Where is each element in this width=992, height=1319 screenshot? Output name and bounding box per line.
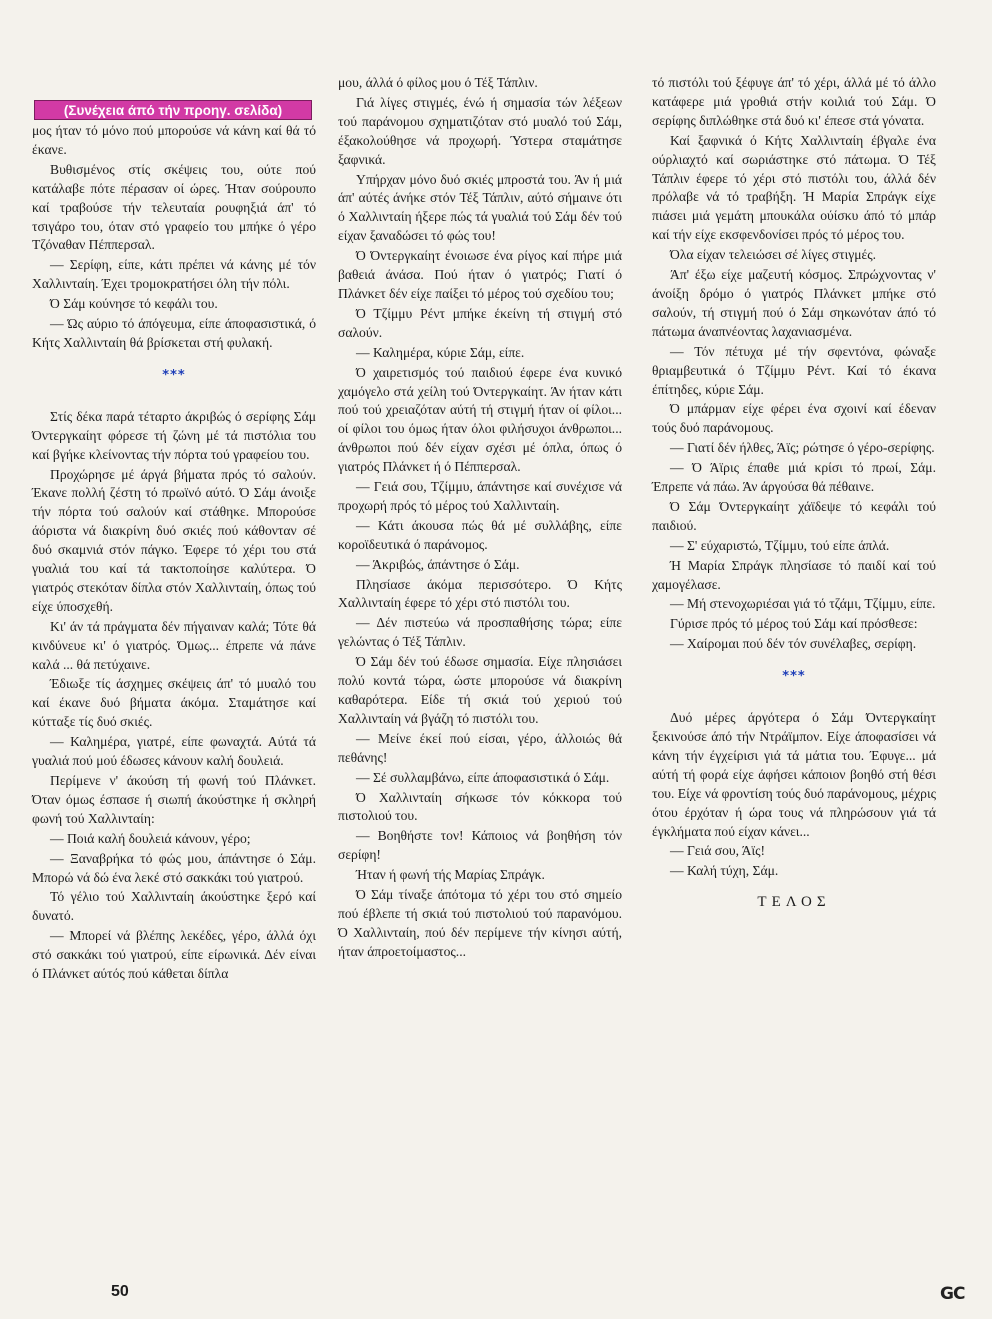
paragraph: — Βοηθήστε τον! Κάποιος νά βοηθήση τόν σερίφη! [338,828,622,863]
paragraph: — Άκριβώς, άπάντησε ό Σάμ. [356,556,520,572]
paragraph: — Τόν πέτυχα μέ τήν σφεντόνα, φώναξε θριαμβευτικά ό Τζίμμυ Ρέντ. Καί τό έκανα έπίτηδες, κύριε Σάμ. [652,343,936,397]
paragraph: — Σερίφη, είπε, κάτι πρέπει νά κάνης μέ τόν Χαλλινταίη. Έχει τρομοκρατήσει όλη τήν πόλι. [32,257,316,292]
paragraph: — Μή στενοχωριέσαι γιά τό τζάμι, Τζίμμυ, είπε. [670,596,936,612]
paragraph: Ό χαιρετισμός τού παιδιού έφερε ένα κυνικό χαμόγελο στά χείλη τού Όντεργκαίητ. Άν ήταν κάτι πού τού χρειαζόταν αύτή τή στιγμή ήταν οί φίλοι... οί φίλοι του όμως ήταν όλοι φιλήσυχοι άνθρωποι... άνθρωποι πού δέν είχαν σχέσι μέ όπλα, όπως ό γιατρός Πλάνκετ ή ό Πέππερσαλ. [338,364,622,475]
paragraph: — Γειά σου, Άϊς! [670,843,766,859]
logo: GC [940,1284,965,1304]
paragraph: — Κάτι άκουσα πώς θά μέ συλλάβης, είπε κοροϊδευτικά ό παράνομος. [338,517,622,552]
paragraph: — Χαίρομαι πού δέν τόν συνέλαβες, σερίφη. [670,636,917,652]
paragraph: — Δέν πιστεύω νά προσπαθήσης τώρα; είπε γελώντας ό Τέξ Τάπλιν. [338,615,622,650]
paragraph: Στίς δέκα παρά τέταρτο άκριβώς ό σερίφης Σάμ Όντεργκαίητ φόρεσε τή ζώνη μέ τά πιστόλια του καί βγήκε κλείνοντας τήν πόρτα τού γραφείου του. [32,408,316,462]
column-3 [652,74,936,912]
paragraph: — Σ' εύχαριστώ, Τζίμμυ, τού είπε άπλά. [670,537,890,553]
paragraph: — Γειά σου, Τζίμμυ, άπάντησε καί συνέχισε νά προχωρή πρός τό μέρος τού Χαλλινταίη. [338,479,622,513]
paragraph: Ό Χαλλινταίη σήκωσε τόν κόκκορα τού πιστολιού του. [338,789,622,824]
page-number: 50 [111,1283,129,1300]
paragraph: Βυθισμένος στίς σκέψεις του, ούτε πού κατάλαβε πότε πέρασαν οί ώρες. Ήταν σούρουπο καί τραβούσε τήν τελευταία ρουφηξιά άπ' τό τσιγάρο του, όταν στό γραφείο του μπήκε ό γέρο Τζόναθαν Πέππερσαλ. [32,161,316,253]
paragraph: — Ξαναβρήκα τό φώς μου, άπάντησε ό Σάμ. Μπορώ νά δώ ένα λεκέ στό σακκάκι τού γιατρού. [32,850,316,885]
paragraph: — Ό Άϊρις έπαθε μιά κρίσι τό πρωί, Σάμ. Έπρεπε νά πάω. Άν άργούσα θά πέθαινε. [652,460,936,495]
paragraph: Υπήρχαν μόνο δυό σκιές μπροστά του. Άν ή μιά άπ' αύτές άνήκε στόν Τέξ Τάπλιν, αύτό σήμαινε ότι ό Χαλλινταίη ήξερε πώς τά γυαλιά τού Σάμ δέν τού είχαν ξαναδώσει τό φώς του! [338,171,622,244]
banner: (Συνέχεια άπό τήν προηγ. σελίδα) [34,100,312,120]
paragraph: μου, άλλά ό φίλος μου ό Τέξ Τάπλιν. [338,75,538,90]
column-2 [338,74,622,963]
paragraph: Τό γέλιο τού Χαλλινταίη άκούστηκε ξερό καί δυνατό. [32,889,316,924]
paragraph: Προχώρησε μέ άργά βήματα πρός τό σαλούν. Έκανε πολλή ζέστη τό πρωϊνό αύτό. Ό Σάμ άνοιξε τήν πόρτα τού σαλούν καί στάθηκε. Μπορούσε άόριστα νά διακρίνη δυό σκιές πού κάθονταν σέ δυό σκαμνιά στόν πάγκο. Έφερε τό χέρι του στά γυαλιά του καί τά τακτοποίησε καλύτερα. Ό γιατρός στεκόταν δίπλα στόν Χαλλινταίη, όπως τού είχε ύποσχεθή. [32,466,316,614]
paragraph: — Ποιά καλή δουλειά κάνουν, γέρο; [50,830,251,846]
paragraph: — Καλημέρα, γιατρέ, είπε φωναχτά. Αύτά τά γυαλιά πού μού έδωσες κάνουν καλή δουλειά. [32,734,316,769]
paragraph: — Καλημέρα, κύριε Σάμ, είπε. [356,344,525,360]
paragraph: Έδιωξε τίς άσχημες σκέψεις άπ' τό μυαλό του καί έκανε δυό βήματα άκόμα. Σταμάτησε καί κύτταξε τίς δυό σκιές. [32,676,316,730]
paragraph: Ό Τζίμμυ Ρέντ μπήκε έκείνη τή στιγμή στό σαλούν. [338,305,622,340]
paragraph: Ό Όντεργκαίητ ένοιωσε ένα ρίγος καί πήρε μιά βαθειά άνάσα. Πού ήταν ό γιατρός; Γιατί ό Πλάνκετ δέν είχε παίξει τό μέρος τού σχεδίου του; [338,248,622,301]
section-divider-stars: *** [782,669,806,685]
paragraph: — Μπορεί νά βλέπης λεκέδες, γέρο, άλλά όχι στό σακκάκι τού γιατρού, είπε είρωνικά. Δέν είναι ό Πλάνκετ αύτός πού κάθεται δίπλα [32,928,316,982]
end-marker: ΤΕΛΟΣ [757,894,831,911]
paragraph: Περίμενε ν' άκούση τή φωνή τού Πλάνκετ. Όταν όμως έσπασε ή σιωπή άκούστηκε ή σκληρή φωνή τού Χαλλινταίη: [32,773,316,826]
paragraph: — Σέ συλλαμβάνω, είπε άποφασιστικά ό Σάμ. [356,769,610,785]
paragraph: Ό Σάμ κούνησε τό κεφάλι του. [50,296,218,312]
paragraph: — Καλή τύχη, Σάμ. [670,863,779,879]
paragraph: Κι' άν τά πράγματα δέν πήγαιναν καλά; Τότε θά κινδύνευε κι' ό γιατρός. Όμως... έπρεπε νά πάνε καλά ... θά πετύχαινε. [32,618,316,672]
paragraph: Ό Σάμ Όντεργκαίητ χάϊδεψε τό κεφάλι τού παιδιού. [652,498,936,533]
paragraph: — Ώς αύριο τό άπόγευμα, είπε άποφασιστικά, ό Κήτς Χαλλινταίη θά βρίσκεται στή φυλακή. [32,316,316,350]
column-1 [32,122,316,985]
paragraph: Γύρισε πρός τό μέρος τού Σάμ καί πρόσθεσε: [670,616,918,632]
paragraph: Άπ' έξω είχε μαζευτή κόσμος. Σπρώχνοντας ν' άνοίξη δρόμο ό γιατρός Πλάνκετ μπήκε στό σαλούν, τή στιγμή πού ό Σάμ σηκωνόταν άπό τό πάτωμα άναπνέοντας λαχανιασμένα. [652,267,936,339]
section-divider-stars: *** [162,367,186,383]
paragraph: τό πιστόλι τού ξέφυγε άπ' τό χέρι, άλλά μέ τό άλλο κατάφερε μιά γροθιά στήν κοιλιά τού Σάμ. Ό σερίφης διπλώθηκε στά δυό κι' έπεσε στά γόνατα. [652,75,936,128]
paragraph: Ό Σάμ δέν τού έδωσε σημασία. Είχε πλησιάσει πολύ κοντά τώρα, ώστε μπορούσε νά διακρίνη καθαρότερα. Είδε τή σκιά τού χεριού τού Χαλλινταίη νά βγάζη τό πιστόλι του. [338,654,622,726]
paragraph: Γιά λίγες στιγμές, ένώ ή σημασία τών λέξεων τού παράνομου σχηματιζόταν στό μυαλό τού Σάμ, έξακολούθησε νά προχωρή. Ύστερα σταμάτησε ξαφνικά. [338,94,622,167]
paragraph: Καί ξαφνικά ό Κήτς Χαλλινταίη έβγαλε ένα ούρλιαχτό καί σωριάστηκε στό πάτωμα. Ό Τέξ Τάπλιν έφερε τό χέρι στό πιστόλι του, άλλά δέν πρόλαβε νά τό τραβήξη. Ή Μαρία Σπράγκ είχε πιάσει μιά γεμάτη μπουκάλα ούίσκυ άπό τό μπάρ καί τήν είχε εκσφενδονίσει πρός τό μέρος του. [652,132,936,243]
paragraph: Όλα είχαν τελειώσει σέ λίγες στιγμές. [670,247,877,263]
paragraph: Ό Σάμ τίναξε άπότομα τό χέρι του στό σημείο πού έβλεπε τή σκιά τού πιστολιού τού παρανόμου. Ό Χαλλινταίη, πού δέν περίμενε τήν κίνησι αύτή, ήταν άπροετοίμαστος... [338,887,622,959]
paragraph: — Γιατί δέν ήλθες, Άϊς; ρώτησε ό γέρο-σερίφης. [670,440,935,456]
paragraph: Πλησίασε άκόμα περισσότερο. Ό Κήτς Χαλλινταίη έφερε τό χέρι στό πιστόλι του. [338,576,622,611]
paragraph: Ήταν ή φωνή τής Μαρίας Σπράγκ. [356,867,545,883]
paragraph: Δυό μέρες άργότερα ό Σάμ Όντεργκαίητ ξεκινούσε άπό τήν Ντράϊμπον. Είχε άποφασίσει νά κάνη τήν έγχείρισι γιά τά μάτια του. Έφυγε... μά αύτή τή φορά είχε άφήσει κάποιον βοηθό στή θέσι του. Είχε νά φροντίση τούς δυό παράνομους, μέχρις ότου έρχόταν ή ώρα τους νά πληρώσουν γιά τά έγκλήματα πού είχαν κάνει... [652,710,936,839]
paragraph: μος ήταν τό μόνο πού μπορούσε νά κάνη καί θά τό έκανε. [32,123,316,157]
paragraph: Ό μπάρμαν είχε φέρει ένα σχοινί καί έδεναν τούς δυό παράνομους. [652,401,936,436]
paragraph: — Μείνε έκεί πού είσαι, γέρο, άλλοιώς θά πεθάνης! [338,730,622,765]
paragraph: Ή Μαρία Σπράγκ πλησίασε τό παιδί καί τού χαμογέλασε. [652,557,936,592]
